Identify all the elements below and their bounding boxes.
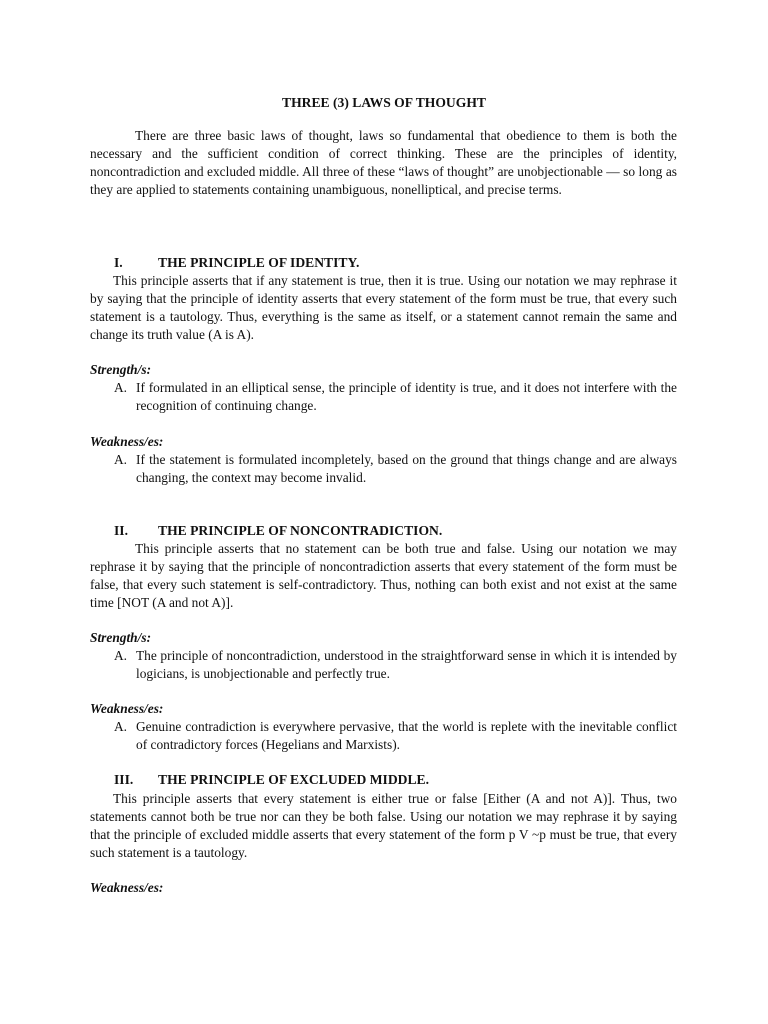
identity-body: This principle asserts that if any statement is true, then it is true. Using our notation we may rephrase it by saying that the principle of identity asserts that every statement of the form must be true, that every such statement is a tautology. Thus, everything is the same as itself, or a statement cannot remain the same and change its truth value (A is A). (90, 273, 677, 342)
section-number: I. (114, 255, 123, 270)
section-title: THE PRINCIPLE OF IDENTITY. (158, 255, 360, 270)
identity-weakness-label: Weakness/es: (90, 434, 164, 449)
identity-strength-label: Strength/s: (90, 362, 152, 377)
item-letter: A. (114, 648, 128, 663)
item-text: If formulated in an elliptical sense, the principle of identity is true, and it does not interfere with the recognition of continuing change. (136, 380, 677, 413)
excluded-middle-weakness-label: Weakness/es: (90, 880, 164, 895)
noncontradiction-strength-item (114, 647, 677, 683)
excluded-middle-body: This principle asserts that every statement is either true or false [Either (A and not A)]. Thus, two statements cannot both be true nor can they be both false. Using our notation we may rephrase it by saying that the principle of excluded middle asserts that every statement of the form p V ~p must be true, that every such statement is a tautology. (90, 791, 677, 860)
item-text: If the statement is formulated incompletely, based on the ground that things change and are always changing, the context may become invalid. (136, 452, 677, 485)
section-identity-heading (114, 254, 359, 272)
section-title: THE PRINCIPLE OF EXCLUDED MIDDLE. (158, 772, 430, 787)
item-letter: A. (114, 452, 128, 467)
intro-paragraph: There are three basic laws of thought, laws so fundamental that obedience to them is both the necessary and the sufficient condition of correct thinking. These are the principles of identity, noncontradiction and excluded middle. All three of these “laws of thought” are unobjectionable — so long as they are applied to statements containing unambiguous, nonelliptical, and precise terms. (90, 128, 677, 197)
page-title: THREE (3) LAWS OF THOUGHT (282, 95, 486, 110)
item-letter: A. (114, 719, 128, 734)
identity-weakness-item (114, 451, 677, 487)
noncontradiction-weakness-item (114, 718, 677, 754)
item-text: The principle of noncontradiction, understood in the straightforward sense in which it is intended by logicians, is unobjectionable and perfectly true. (136, 648, 677, 681)
identity-strength-item (114, 379, 677, 415)
section-number: II. (114, 523, 128, 538)
section-excluded-middle-heading (114, 771, 429, 789)
noncontradiction-weakness-label: Weakness/es: (90, 701, 164, 716)
section-noncontradiction-heading (114, 522, 442, 540)
item-text: Genuine contradiction is everywhere pervasive, that the world is replete with the inevitable conflict of contradictory forces (Hegelians and Marxists). (136, 719, 677, 752)
item-letter: A. (114, 380, 128, 395)
section-title: THE PRINCIPLE OF NONCONTRADICTION. (158, 523, 443, 538)
noncontradiction-body: This principle asserts that no statement can be both true and false. Using our notation we may rephrase it by saying that the principle of noncontradiction asserts that every statement of the form must be false, that every such statement is self-contradictory. Thus, nothing can both exist and not exist at the same time [NOT (A and not A)]. (90, 541, 677, 610)
noncontradiction-strength-label: Strength/s: (90, 630, 152, 645)
section-number: III. (114, 772, 134, 787)
